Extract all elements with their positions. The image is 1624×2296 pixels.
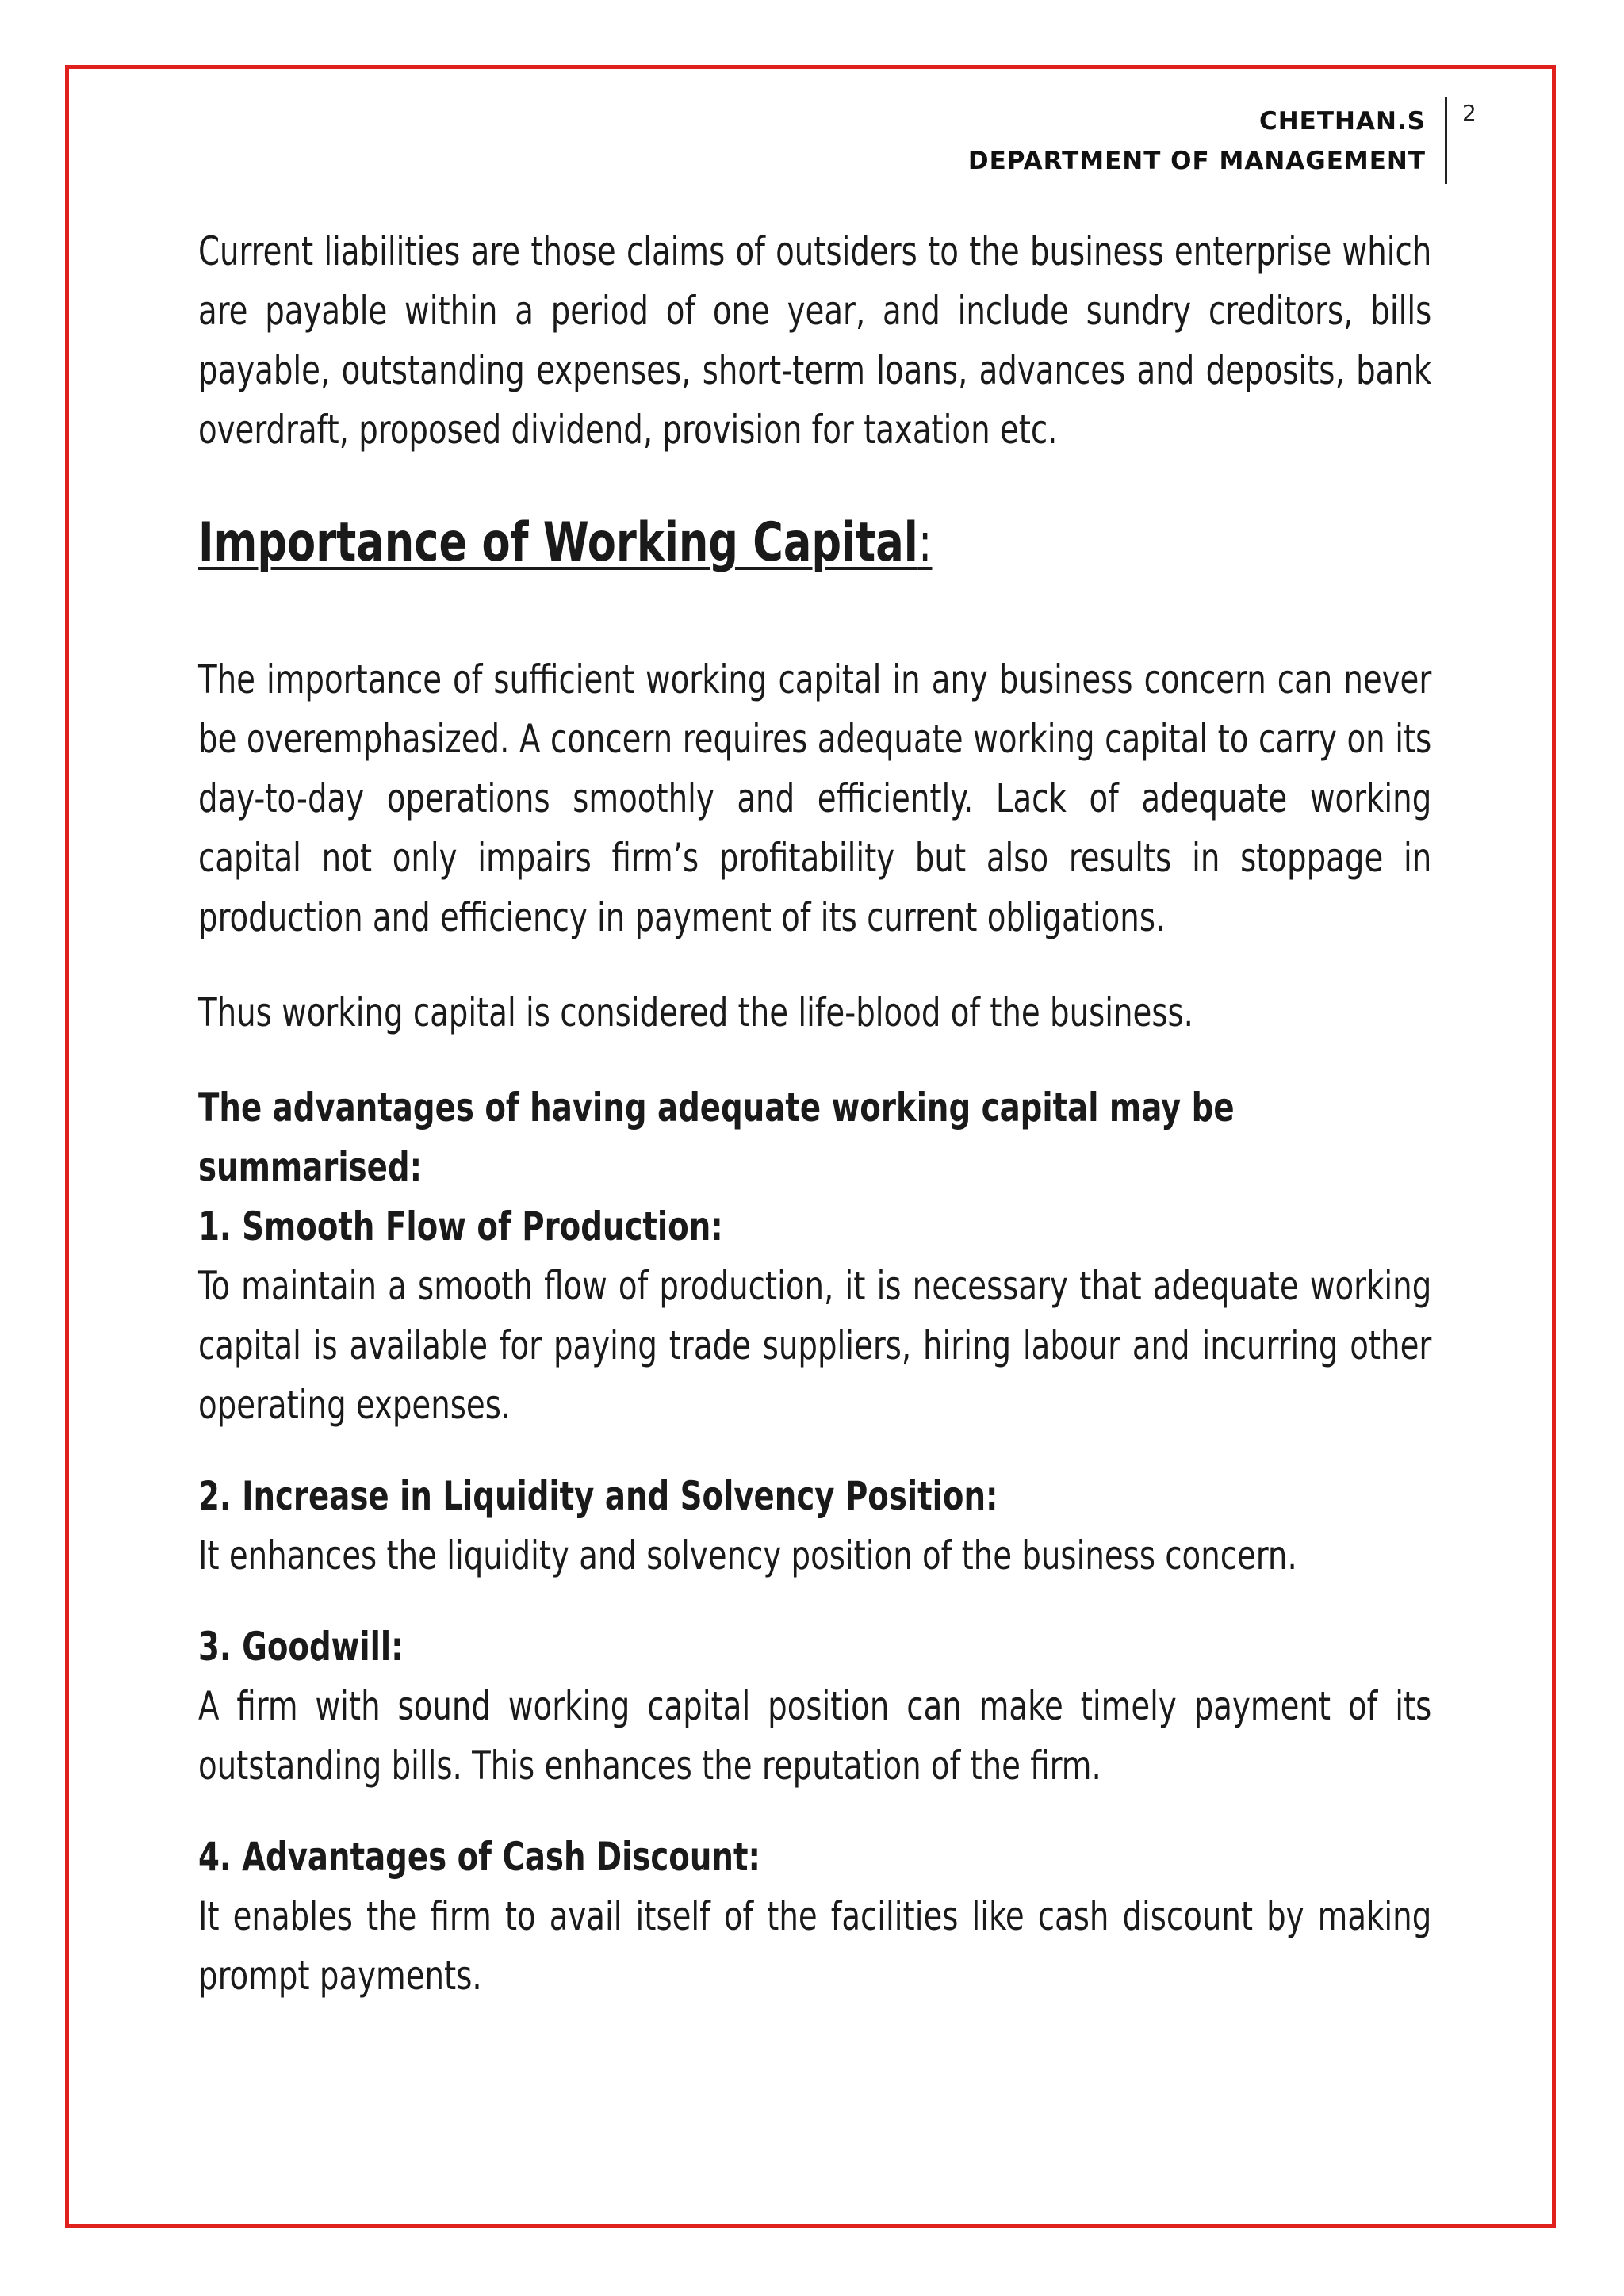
- advantages-heading: The advantages of having adequate working capital may be summarised:: [198, 1085, 1235, 1190]
- advantage-item: [198, 1467, 1431, 1586]
- life-blood-paragraph: Thus working capital is considered the life-blood of the business.: [198, 989, 1193, 1035]
- advantage-text: It enhances the liquidity and solvency position of the business concern.: [198, 1533, 1297, 1578]
- page-content: [198, 222, 1431, 2006]
- section-title-text: Importance of Working Capital: [198, 511, 918, 574]
- advantage-text: A firm with sound working capital position can make timely payment of its outstanding bills. This enhances the reputation of the firm.: [198, 1683, 1432, 1789]
- header-department: DEPARTMENT OF MANAGEMENT: [967, 147, 1426, 175]
- importance-paragraph: The importance of sufficient working capital in any business concern can never be overemphasized. A concern requires adequate working capital to carry on its day-to-day operations smoothly and efficiently. Lack of adequate working capital not only impairs firm’s profitability but also results in stoppage in production and efficiency in payment of its current obligations.: [198, 656, 1432, 940]
- section-title-colon: :: [917, 511, 933, 574]
- advantage-item: [198, 1827, 1431, 2006]
- advantage-heading: 1. Smooth Flow of Production:: [198, 1203, 723, 1249]
- advantage-text: It enables the firm to avail itself of the facilities like cash discount by making prompt payments.: [198, 1893, 1432, 1999]
- advantage-heading: 4. Advantages of Cash Discount:: [198, 1834, 760, 1880]
- page-number: 2: [1462, 100, 1477, 126]
- header-divider: [1445, 97, 1447, 184]
- intro-paragraph: Current liabilities are those claims of outsiders to the business enterprise which are payable within a period of one year, and include sundry creditors, bills payable, outstanding expenses, short-term loans, advances and deposits, bank overdraft, proposed dividend, provision for taxation etc.: [198, 228, 1432, 453]
- advantage-heading: 2. Increase in Liquidity and Solvency Position:: [198, 1473, 998, 1519]
- advantage-item: [198, 1617, 1431, 1796]
- advantage-item: [198, 1197, 1431, 1435]
- advantage-heading: 3. Goodwill:: [198, 1624, 404, 1670]
- page-header: [968, 101, 1426, 181]
- section-title: [198, 507, 1431, 579]
- header-author: CHETHAN.S: [1258, 107, 1426, 136]
- advantage-text: To maintain a smooth flow of production, it is necessary that adequate working capital is available for paying trade suppliers, hiring labour and incurring other operating expenses.: [198, 1263, 1432, 1428]
